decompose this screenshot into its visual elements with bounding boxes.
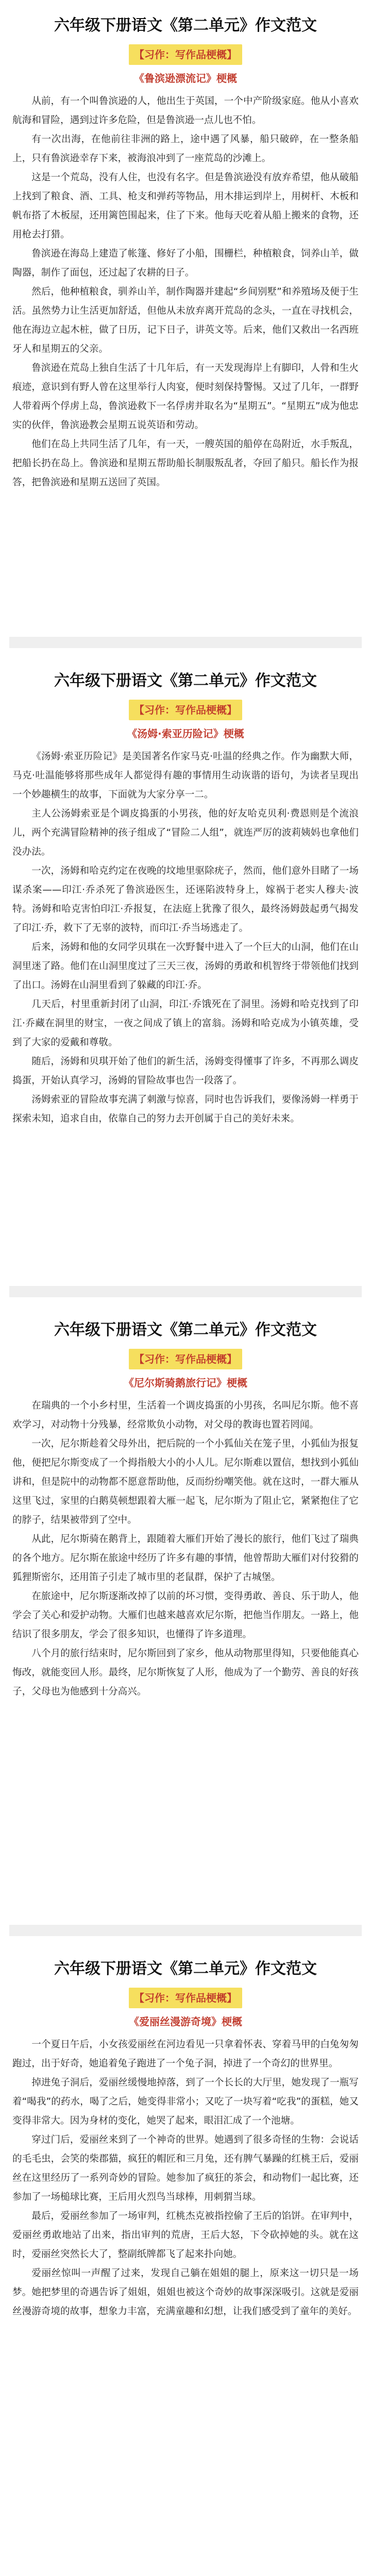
- work-subtitle: 《尼尔斯骑鹅旅行记》梗概: [124, 1377, 247, 1389]
- paragraph: 一个夏日午后，小女孩爱丽丝在河边看见一只拿着怀表、穿着马甲的白兔匆匆跑过，出于好奇，她追着兔子跑进了一个兔子洞，掉进了一个奇幻的世界里。: [12, 2039, 359, 2069]
- paragraph: 八个月的旅行结束时，尼尔斯回到了家乡，他从动物那里得知，只要他能真心悔改，就能变回人形。最终，尼尔斯恢复了人形，他成为了一个勤劳、善良的好孩子，父母也为他感到十分高兴。: [12, 1648, 359, 1697]
- article-section-1: [9, 14, 362, 492]
- section-title: 六年级下册语文《第二单元》作文范文: [54, 1960, 317, 1978]
- section-divider: [9, 1286, 362, 1297]
- paragraph: 最后，爱丽丝参加了一场审判，红桃杰克被指控偷了王后的馅饼。在审判中，爱丽丝勇敢地站了出来，指出审判的荒唐，王后大怒，下令砍掉她的头。就在这时，爱丽丝突然长大了，整副纸牌都飞了起来扑向她。: [12, 2211, 359, 2260]
- paragraph: 穿过门后，爱丽丝来到了一个神奇的世界。她遇到了很多奇怪的生物：会说话的毛毛虫，会笑的柴郡猫，疯狂的帽匠和三月兔，还有脾气暴躁的红桃王后，爱丽丝在这里经历了一系列奇妙的冒险。她参加了疯狂的茶会，和动物们一起比赛，还参加了一场槌球比赛，王后用火烈鸟当球棒，用刺猬当球。: [12, 2134, 359, 2202]
- paragraph: 鲁滨逊在海岛上建造了帐篷、修好了小船，围栅栏，种植粮食，饲养山羊，做陶器，制作了面包，还过起了农耕的日子。: [12, 248, 359, 278]
- section-divider: [9, 637, 362, 648]
- assignment-tag: 【习作：写作品梗概】: [129, 1988, 242, 2008]
- work-subtitle: 《鲁滨逊漂流记》梗概: [134, 72, 237, 84]
- paragraph: 鲁滨逊在荒岛上独自生活了十几年后，有一天发现海岸上有脚印，人骨和生火痕迹，意识到有野人曾在这里举行人肉宴，便时刻保持警惕。又过了几年，一群野人带着两个俘虏上岛，鲁滨逊救下一名俘虏并取名为“星期五”。“星期五”成为他忠实的伙伴，鲁滨逊教会星期五说英语和劳动。: [12, 363, 359, 431]
- paragraph: 然后，他种植粮食，驯养山羊，制作陶器并建起“乡间别墅”和养殖场及便于生活。虽然势力让生活更加舒适，但他从未放弃离开荒岛的念头，一直在寻找机会，他在海边立起木桩，做了日历，记下日子，讲英文等。后来，他们又救出一名西班牙人和星期五的父亲。: [12, 286, 359, 354]
- paragraph: 几天后，村里重新封闭了山洞，印江·乔饿死在了洞里。汤姆和哈克找到了印江·乔藏在洞里的财宝，一夜之间成了镇上的富翁。汤姆和哈克成为小镇英雄，受到了大家的爱戴和尊敬。: [12, 999, 359, 1048]
- assignment-tag: 【习作：写作品梗概】: [129, 1349, 242, 1369]
- paragraph: 在瑞典的一个小乡村里，生活着一个调皮捣蛋的小男孩，名叫尼尔斯。他不喜欢学习，对动物十分残暴，经常欺负小动物，对父母的教诲也置若罔闻。: [12, 1400, 359, 1430]
- article-section-4: [9, 1958, 362, 2321]
- assignment-tag: 【习作：写作品梗概】: [129, 44, 242, 65]
- section-title: 六年级下册语文《第二单元》作文范文: [54, 16, 317, 35]
- work-subtitle: 《汤姆·索亚历险记》梗概: [127, 727, 244, 740]
- paragraph: 一次，汤姆和哈克约定在夜晚的坟地里驱除疣子，然而，他们意外目睹了一场谋杀案——印江·乔杀死了鲁滨逊医生，还诬陷波特身上，嫁祸于老实人穆夫·波特。汤姆和哈克害怕印江·乔报复，在法庭上犹豫了很久，最终汤姆鼓起勇气揭发了印江·乔，救下了无辜的波特，而印江·乔当场逃走了。: [12, 866, 359, 934]
- paragraph: 在旅途中，尼尔斯逐渐改掉了以前的坏习惯，变得勇敢、善良、乐于助人，他学会了关心和爱护动物。大雁们也越来越喜欢尼尔斯，把他当作朋友。一路上，他结识了很多朋友，学会了很多知识，也懂得了许多道理。: [12, 1591, 359, 1640]
- paragraph: 有一次出海，在他前往非洲的路上，途中遇了风暴，船只破碎，在一整条船上，只有鲁滨逊幸存下来，被海浪冲到了一座荒岛的沙滩上。: [12, 134, 359, 164]
- paragraph: 他们在岛上共同生活了几年，有一天，一艘英国的船停在岛附近，水手叛乱，把船长扔在岛上。鲁滨逊和星期五帮助船长制服叛乱者，夺回了船只。船长作为报答，把鲁滨逊和星期五送回了英国。: [12, 439, 359, 488]
- assignment-tag: 【习作：写作品梗概】: [129, 700, 242, 720]
- paragraph: 一次，尼尔斯趁着父母外出，把后院的一个小狐仙关在笼子里，小狐仙为报复他，便把尼尔斯变成了一个拇指般大小的小人儿。尼尔斯难以置信，想找到小狐仙讲和，但是院中的动物都不愿意帮助他，反而纷纷嘲笑他。就在这时，一群大雁从这里飞过，家里的白鹅莫顿想跟着大雁一起飞，尼尔斯为了阻止它，紧紧抱住了它的脖子，结果被带到了空中。: [12, 1438, 359, 1526]
- section-divider: [9, 1925, 362, 1936]
- paragraph: 从前，有一个叫鲁滨逊的人，他出生于英国，一个中产阶级家庭。他从小喜欢航海和冒险，遇到过许多危险，但是鲁滨逊一点儿也不怕。: [12, 96, 359, 126]
- paragraph: 汤姆索亚的冒险故事充满了刺激与惊喜，同时也告诉我们，要像汤姆一样勇于探索未知，追求自由，依靠自己的努力去开创属于自己的美好未来。: [12, 1094, 359, 1124]
- article-section-3: [9, 1319, 362, 1701]
- paragraph: 后来，汤姆和他的女同学贝琪在一次野餐中进入了一个巨大的山洞，他们在山洞里迷了路。他们在山洞里度过了三天三夜，汤姆的勇敢和机智终于带领他们找到了出口。汤姆在山洞里看到了躲藏的印江·乔。: [12, 942, 359, 991]
- work-subtitle: 《爱丽丝漫游奇境》梗概: [129, 2015, 242, 2028]
- section-title: 六年级下册语文《第二单元》作文范文: [54, 1321, 317, 1339]
- paragraph: 主人公汤姆索亚是个调皮捣蛋的小男孩，他的好友哈克贝利·费恩则是个流浪儿，两个充满冒险精神的孩子组成了“冒险二人组”，就连严厉的波莉姨妈也拿他们没办法。: [12, 808, 359, 857]
- paragraph: 掉进兔子洞后，爱丽丝缓慢地掉落，到了一个长长的大厅里，她发现了一瓶写着“喝我”的药水，喝了之后，她变得非常小；又吃了一块写着“吃我”的蛋糕，她又变得非常大。因为身材的变化，她哭了起来，眼泪汇成了一个池塘。: [12, 2077, 359, 2126]
- paragraph: 《汤姆·索亚历险记》是美国著名作家马克·吐温的经典之作。作为幽默大师，马克·吐温能够将那些成年人都觉得有趣的事情用生动诙谐的语句，为读者呈现出一个妙趣横生的故事，下面就为大家分享一二。: [12, 751, 359, 800]
- section-title: 六年级下册语文《第二单元》作文范文: [54, 672, 317, 690]
- paragraph: 这是一个荒岛，没有人住，也没有名字。但是鲁滨逊没有放弃希望，他从破船上找到了粮食、酒、工具、枪支和弹药等物品，用木排运到岸上，用树杆、木板和帆布搭了木板屋，还用篱笆围起来，住了下来。他每天吃着从船上搬来的食物，还用枪去打猎。: [12, 172, 359, 240]
- article-section-2: [9, 670, 362, 1128]
- paragraph: 随后，汤姆和贝琪开始了他们的新生活，汤姆变得懂事了许多，不再那么调皮捣蛋，开始认真学习，汤姆的冒险故事也告一段落了。: [12, 1056, 359, 1086]
- paragraph: 爱丽丝惊叫一声醒了过来，发现自己躺在姐姐的腿上，原来这一切只是一场梦。她把梦里的奇遇告诉了姐姐，姐姐也被这个奇妙的故事深深吸引。这就是爱丽丝漫游奇境的故事，想象力丰富，充满童趣和幻想，让我们感受到了童年的美好。: [12, 2268, 359, 2317]
- paragraph: 从此，尼尔斯骑在鹅背上，跟随着大雁们开始了漫长的旅行，他们飞过了瑞典的各个地方。尼尔斯在旅途中经历了许多有趣的事情，他曾帮助大雁们对付狡猾的狐狸斯密尔，还用笛子引走了城市里的老鼠群，保护了古城堡。: [12, 1534, 359, 1583]
